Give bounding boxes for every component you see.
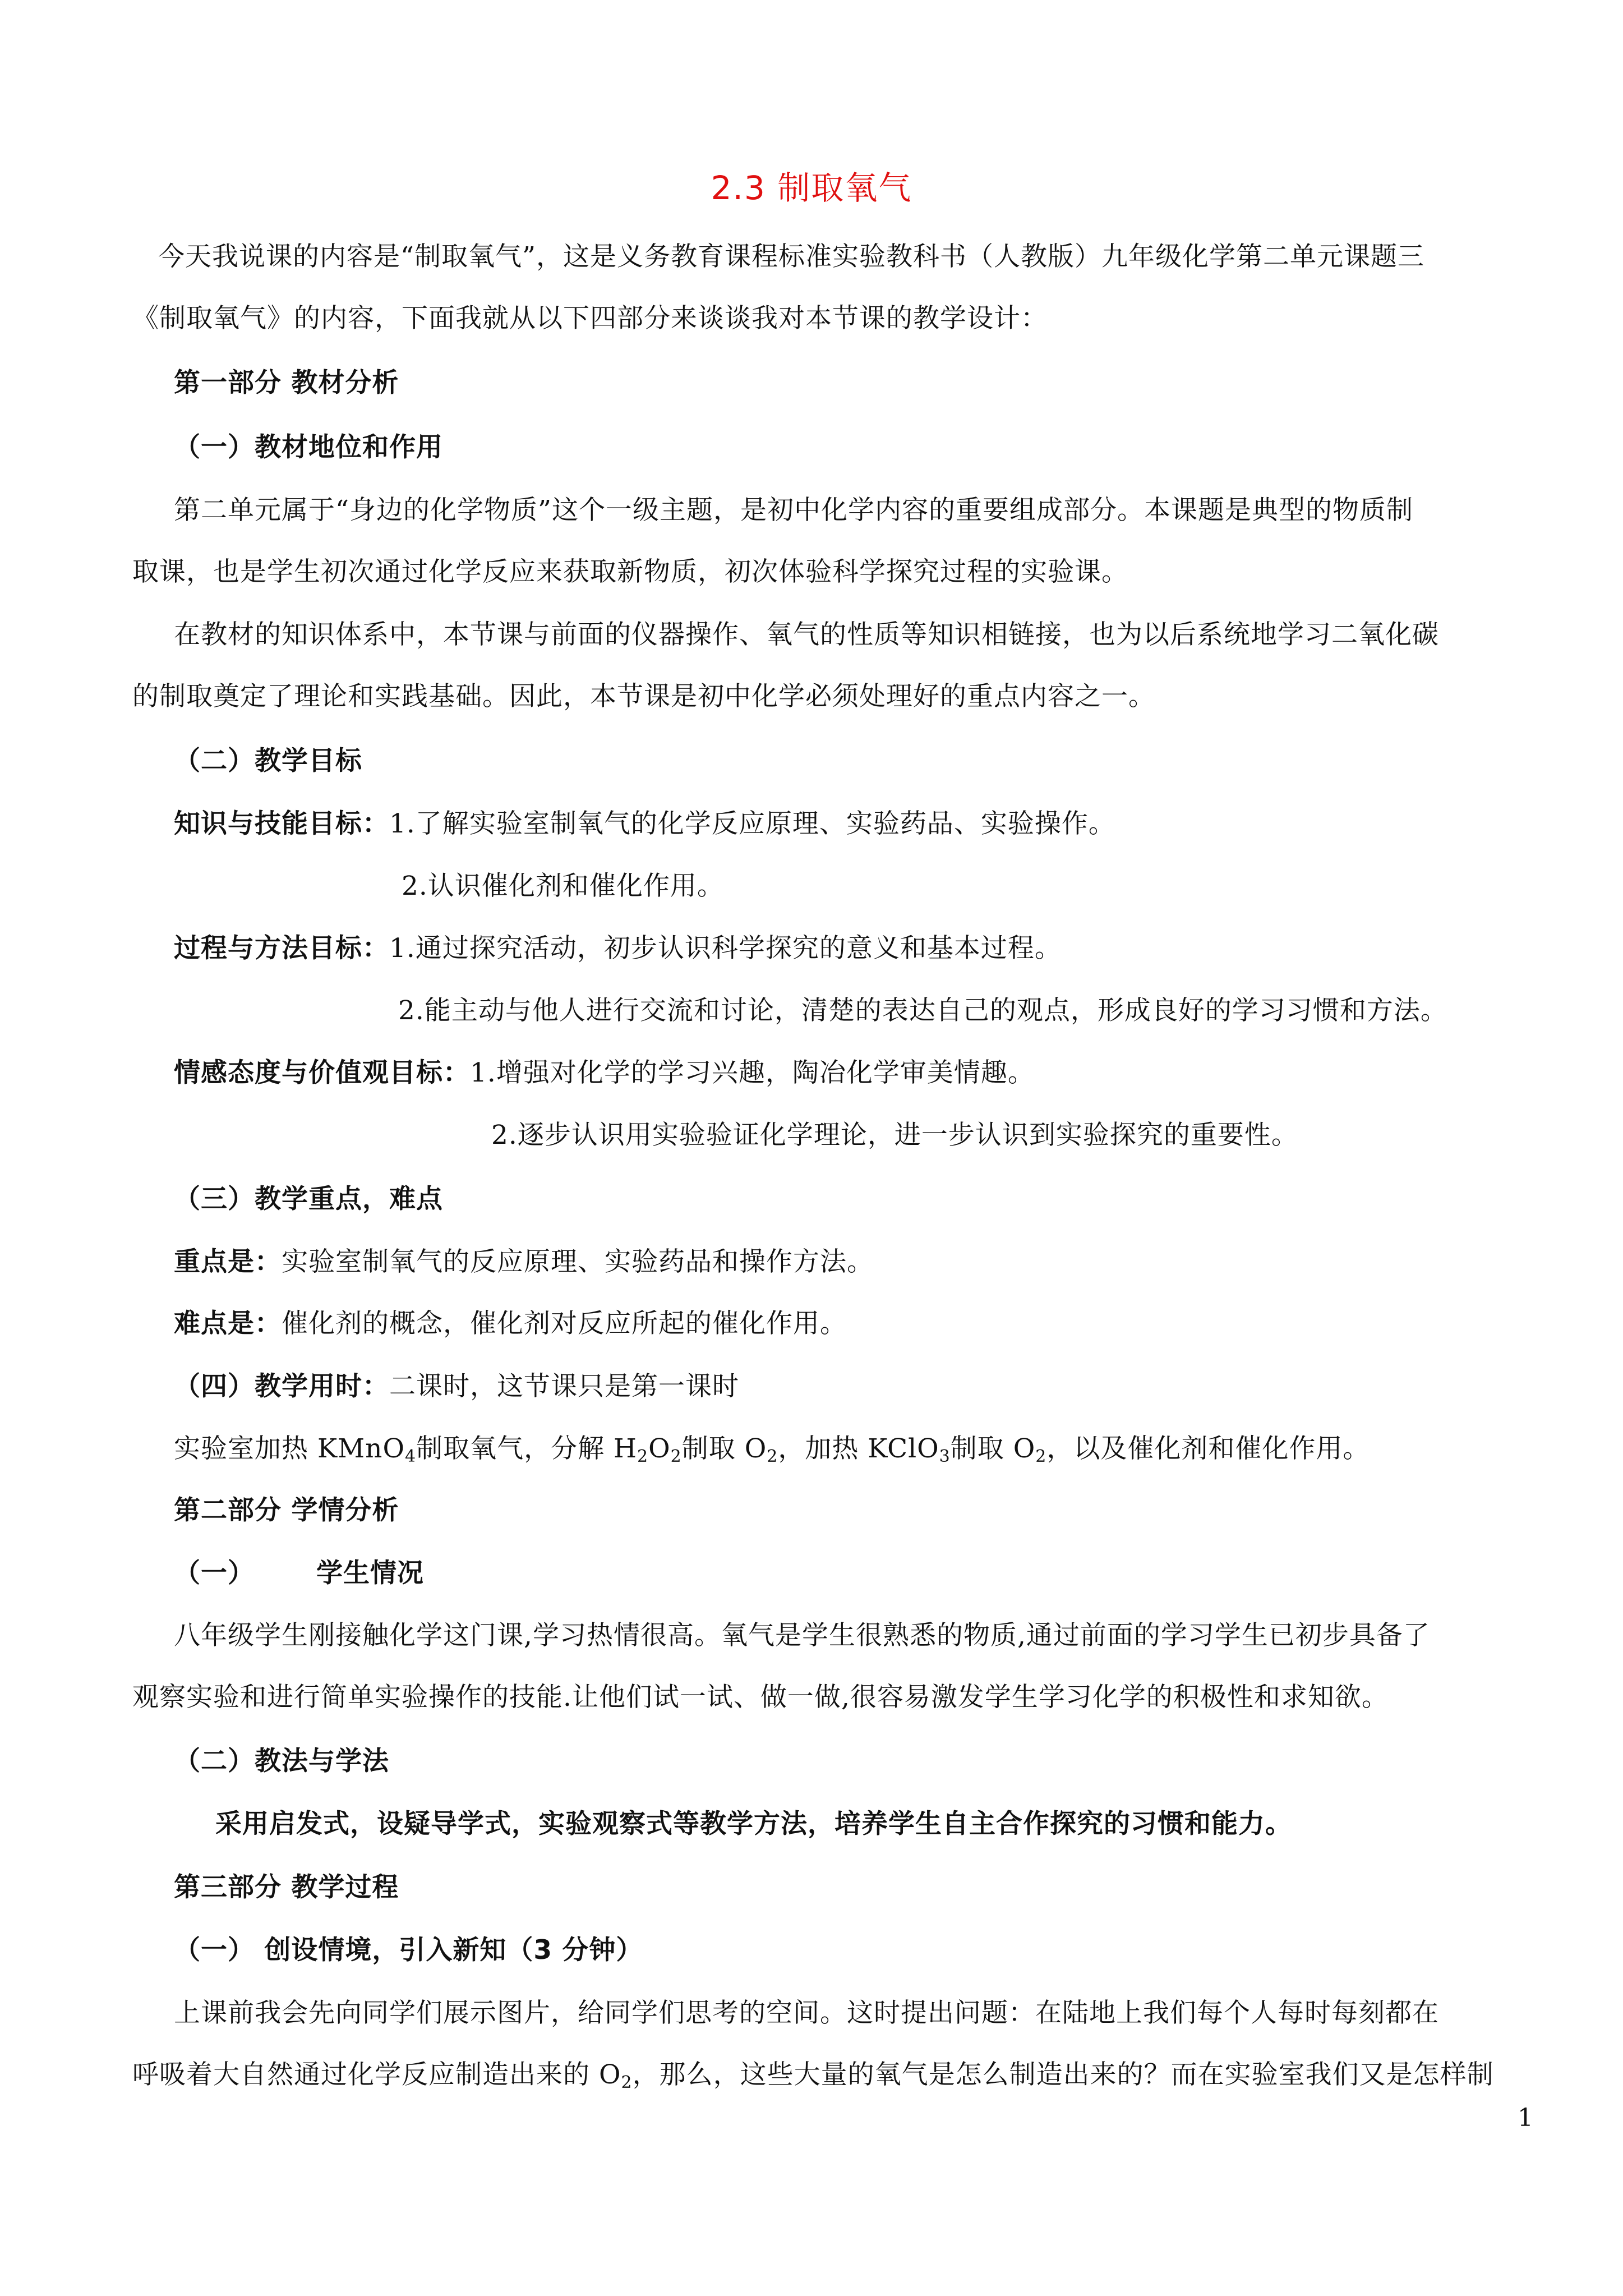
part2-sec1-heading-line [174,1557,424,1590]
part1-sec1-p1-line2: 取课，也是学生初次通过化学反应来获取新物质，初次体验科学探究过程的实验课。 [132,556,1128,587]
difficult-point-text: 催化剂的概念，催化剂对反应所起的催化作用。 [282,1308,847,1339]
part1-sec4-heading-text: 二课时，这节课只是第一课时 [389,1371,739,1402]
part1-sec1-p2-line2: 的制取奠定了理论和实践基础。因此，本节课是初中化学必须处理好的重点内容之一。 [132,681,1155,712]
part2-sec2-heading: （二）教法与学法 [174,1746,389,1777]
emotion-goal-line [174,1056,1035,1090]
process-goal-2: 2.能主动与他人进行交流和讨论，清楚的表达自己的观点，形成良好的学习习惯和方法。 [398,995,1447,1026]
knowledge-goal-1: 1.了解实验室制氧气的化学反应原理、实验药品、实验操作。 [389,808,1115,839]
part3-sec1-line2: 呼吸着大自然通过化学反应制造出来的 $O_2$，那么，这些大量的氧气是怎么制造出来的？而在实验室我们又是怎样制 [132,2059,1494,2092]
difficult-point-line [174,1307,847,1341]
key-point-text: 实验室制氧气的反应原理、实验药品和操作方法。 [282,1246,874,1277]
part2-sec1-line2: 观察实验和进行简单实验操作的技能.让他们试一试、做一做,很容易激发学生学习化学的积极性和求知欲。 [132,1682,1389,1713]
emotion-goal-label: 情感态度与价值观目标： [174,1057,470,1088]
part1-sec1-p2-line1: 在教材的知识体系中，本节课与前面的仪器操作、氧气的性质等知识相链接，也为以后系统地学习二氧化碳 [174,619,1439,650]
part1-sec1-p1-line1: 第二单元属于“身边的化学物质”这个一级主题，是初中化学内容的重要组成部分。本课题是典型的物质制 [174,495,1414,526]
part2-sec1-line1: 八年级学生刚接触化学这门课,学习热情很高。氧气是学生很熟悉的物质,通过前面的学习学生已初步具备了 [174,1620,1430,1651]
emotion-goal-1: 1.增强对化学的学习兴趣，陶冶化学审美情趣。 [470,1057,1035,1088]
part1-sec4-content: 实验室加热 KMnO$_4$制取氧气，分解 $H_2O_2$制取 $O_2$，加热 KClO$_3$制取 $O_2$，以及催化剂和催化作用。 [174,1433,1370,1466]
process-goal-1: 1.通过探究活动，初步认识科学探究的意义和基本过程。 [389,933,1062,964]
process-goal-line [174,932,1062,965]
part2-heading: 第二部分 学情分析 [174,1495,399,1526]
part1-sec4-line [174,1370,739,1404]
part2-sec2-text: 采用启发式，设疑导学式，实验观察式等教学方法，培养学生自主合作探究的习惯和能力。 [215,1809,1292,1839]
key-point-label: 重点是： [174,1246,282,1277]
page-title: 2.3 制取氧气 [711,169,912,207]
knowledge-goal-label: 知识与技能目标： [174,808,389,839]
part2-sec1-heading: 学生情况 [316,1558,424,1589]
part1-sec4-heading: （四）教学用时： [174,1371,389,1402]
part2-sec1-num: （一） [174,1558,255,1589]
process-goal-label: 过程与方法目标： [174,933,389,964]
intro-line-1: 今天我说课的内容是“制取氧气”，这是义务教育课程标准实验教科书（人教版）九年级化学第二单元课题三 [158,241,1425,272]
part3-heading: 第三部分 教学过程 [174,1872,399,1903]
difficult-point-label: 难点是： [174,1308,282,1339]
part1-heading: 第一部分 教材分析 [174,367,399,398]
part1-sec2-heading: （二）教学目标 [174,746,362,776]
knowledge-goal-line [174,807,1115,841]
part1-sec1-heading: （一）教材地位和作用 [174,432,443,463]
key-point-line [174,1245,874,1279]
emotion-goal-2: 2.逐步认识用实验验证化学理论，进一步认识到实验探究的重要性。 [491,1120,1298,1151]
intro-line-2: 《制取氧气》的内容，下面我就从以下四部分来谈谈我对本节课的教学设计： [132,303,1048,334]
part3-sec1-line1: 上课前我会先向同学们展示图片，给同学们思考的空间。这时提出问题：在陆地上我们每个人每时每刻都在 [174,1998,1439,2028]
knowledge-goal-2: 2.认识催化剂和催化作用。 [402,871,724,901]
part1-sec3-heading: （三）教学重点，难点 [174,1184,443,1214]
page-number: 1 [1518,2104,1533,2132]
part3-sec1-heading: （一） 创设情境，引入新知（3 分钟） [174,1935,643,1966]
